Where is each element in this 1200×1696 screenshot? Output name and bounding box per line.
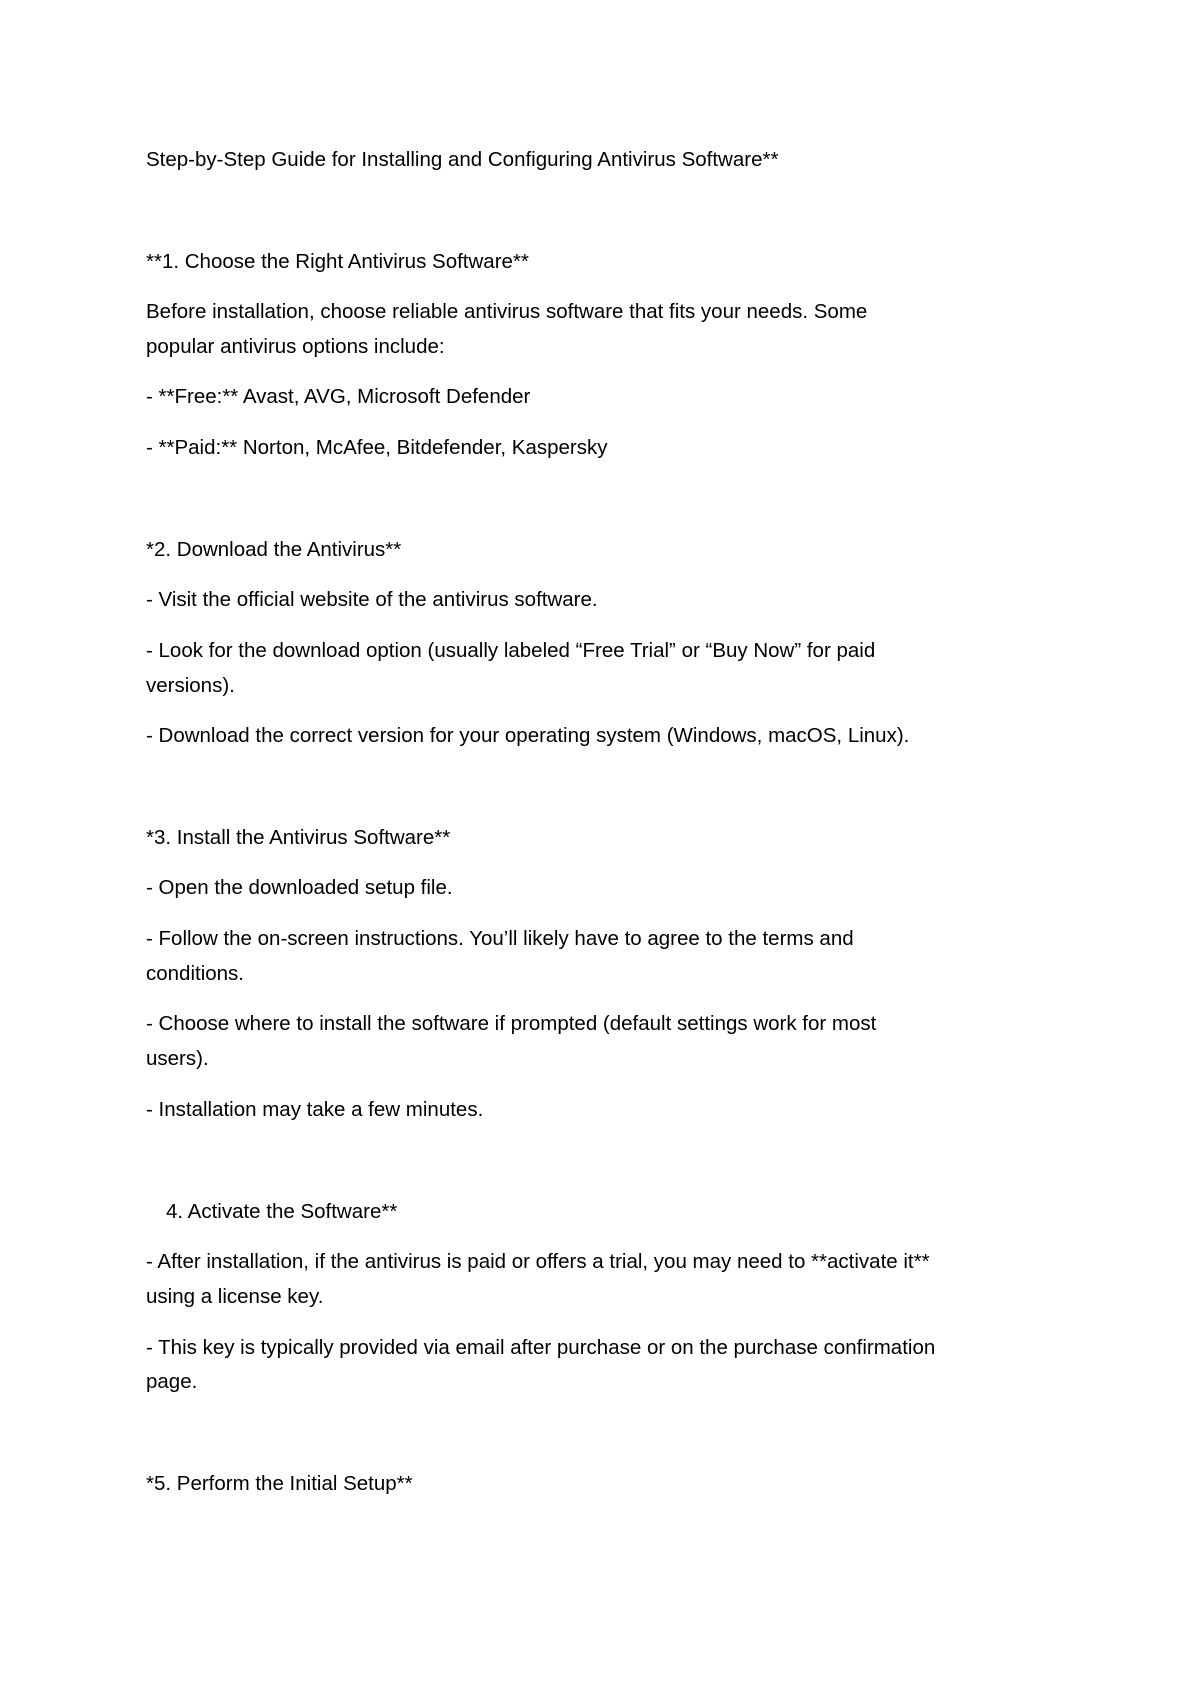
section-2-item-3: - Download the correct version for your operating system (Windows, macOS, Linux). (146, 724, 910, 747)
section-3-heading: *3. Install the Antivirus Software** (146, 826, 451, 849)
section-3-item-1: - Open the downloaded setup file. (146, 876, 453, 899)
section-1-intro-line-2: popular antivirus options include: (146, 335, 445, 358)
section-1-intro-line-1: Before installation, choose reliable antivirus software that fits your needs. Some (146, 300, 868, 323)
section-4-heading: 4. Activate the Software** (166, 1200, 398, 1223)
section-5-heading: *5. Perform the Initial Setup** (146, 1472, 413, 1495)
section-4-item-1-line-1: - After installation, if the antivirus is paid or offers a trial, you may need to **activate it** (146, 1250, 930, 1273)
section-2-item-2-line-2: versions). (146, 674, 235, 697)
section-3-item-4: - Installation may take a few minutes. (146, 1098, 484, 1121)
section-3-item-2-line-1: - Follow the on-screen instructions. You’ll likely have to agree to the terms and (146, 927, 854, 950)
section-2-heading: *2. Download the Antivirus** (146, 538, 402, 561)
section-1-free-options: - **Free:** Avast, AVG, Microsoft Defender (146, 385, 531, 408)
document-title: Step-by-Step Guide for Installing and Configuring Antivirus Software** (146, 148, 779, 171)
section-4-item-2-line-2: page. (146, 1370, 198, 1393)
section-3-item-2-line-2: conditions. (146, 962, 245, 985)
section-4-item-2-line-1: - This key is typically provided via email after purchase or on the purchase confirmation (146, 1336, 936, 1359)
section-1-heading: **1. Choose the Right Antivirus Software** (146, 250, 529, 273)
section-2-item-1: - Visit the official website of the antivirus software. (146, 588, 598, 611)
section-3-item-3-line-2: users). (146, 1047, 209, 1070)
section-1-paid-options: - **Paid:** Norton, McAfee, Bitdefender, Kaspersky (146, 436, 608, 459)
section-2-item-2-line-1: - Look for the download option (usually labeled “Free Trial” or “Buy Now” for paid (146, 639, 876, 662)
section-3-item-3-line-1: - Choose where to install the software if prompted (default settings work for most (146, 1012, 877, 1035)
section-4-item-1-line-2: using a license key. (146, 1285, 324, 1308)
